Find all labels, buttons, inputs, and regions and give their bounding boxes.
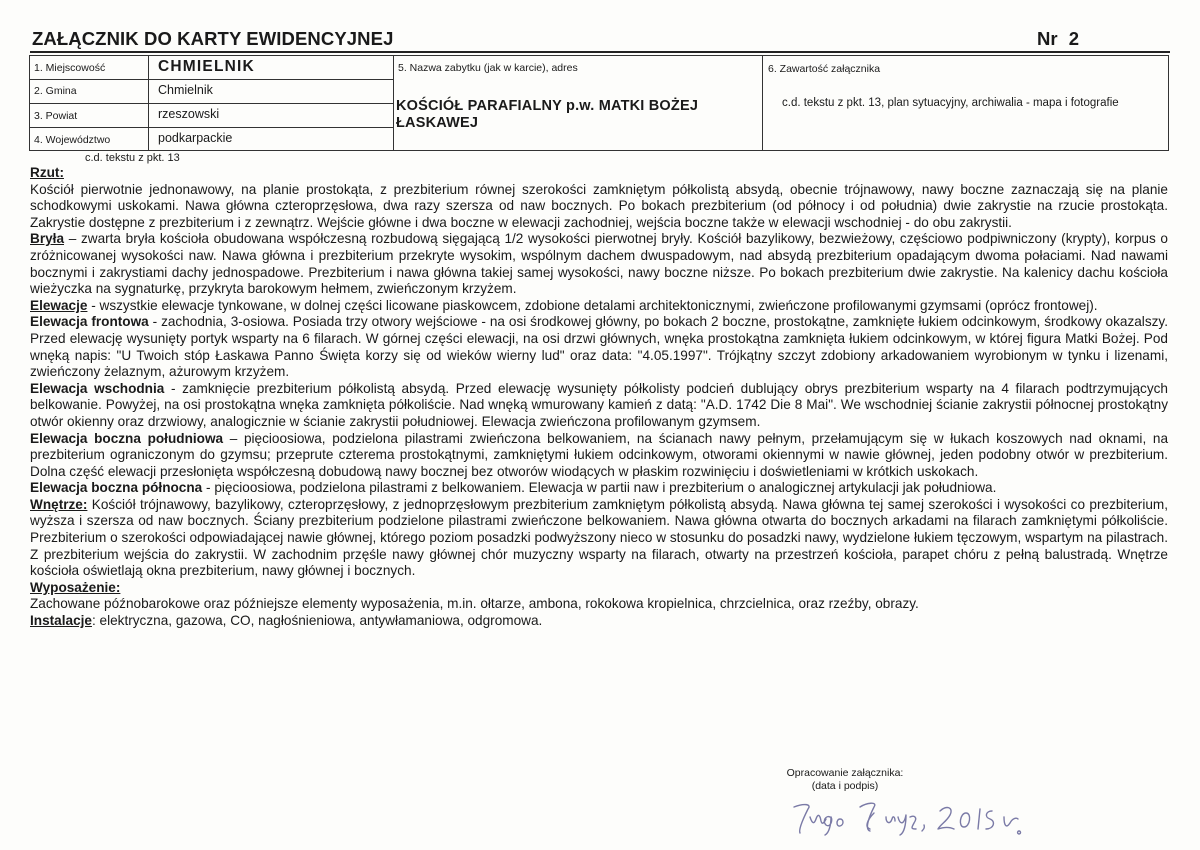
text-elewacja-poludniowa: – pięcioosiowa, podzielona pilastrami zwieńczona belkowaniem, na ścianach nawy pełnym, przełamującym się w łukach koszowych nad oknami, na prezbiterium ograniczonym do gzymsu; przeprute czterema prostokątnymi, zamkniętymi łukiem odcinkowym, otworami okiennymi w nawie głównej, jeden podobny otwór w prezbiterium. Dolna część elewacji przesłonięta współczesną dobudową nawy bocznej bez otworów wiodących w płaskim rozwinięciu i doświetleniami w krótkich uskokach. xyxy=(30,430,1168,479)
row-divider xyxy=(30,79,393,80)
section-elewacje xyxy=(30,298,1168,315)
heading-elewacje: Elewacje xyxy=(30,297,88,313)
field-1-value: CHMIELNIK xyxy=(158,58,255,75)
title-rule xyxy=(30,51,1170,53)
text-elewacja-polnocna: - pięcioosiowa, podzielona pilastrami z belkowaniem. Elewacja w partii naw i prezbiterium o analogicznej artykulacji jak południowa. xyxy=(202,480,997,496)
section-rzut xyxy=(30,165,1168,231)
attachment-number: Nr 2 xyxy=(1037,28,1079,49)
section-elewacja-poludniowa xyxy=(30,431,1168,481)
section-wnetrze xyxy=(30,497,1168,580)
field-3-value: rzeszowski xyxy=(158,107,220,121)
section-elewacja-polnocna xyxy=(30,480,1168,497)
heading-wyposazenie: Wyposażenie: xyxy=(30,579,121,595)
heading-elewacja-polnocna: Elewacja boczna północna xyxy=(30,480,203,496)
field-5-label: 5. Nazwa zabytku (jak w karcie), adres xyxy=(398,62,578,74)
section-wyposazenie xyxy=(30,580,1168,613)
text-wnetrze: Kościół trójnawowy, bazylikowy, czteroprzęsłowy, z jednoprzęsłowym prezbiterium zamkniętym półkolistą absydą. Nawa główna tej samej szerokości i wysokości co prezbiterium, wyższa i szersza od naw bocznych. Ściany prezbiterium podzielone pilastrami zwieńczone belkowaniem. Nawa główna otwarta do bocznych arkadami na filarach zamkniętymi półkoliście. Prezbiterium o szerokości odpowiadającej nawie głównej, którego poziom posadzki podwyższony nieco w stosunku do posadzki nawy, wydzielone łukiem tęczowym, wspartym na pilastrach. Z prezbiterium wejścia do zakrystii. W zachodnim przęśle nawy głównej chór muzyczny wsparty na filarach, otwarty na przestrzeń kościoła, parapet chóru z pełną balustradą. Wnętrze kościoła oświetlają okna prezbiterium, nawy głównej i bocznych. xyxy=(30,496,1168,579)
section-elewacja-wschodnia xyxy=(30,381,1168,431)
field-6-label: 6. Zawartość załącznika xyxy=(768,63,881,75)
heading-elewacja-wschodnia: Elewacja wschodnia xyxy=(30,380,165,396)
description-body xyxy=(30,165,1168,630)
heading-bryla: Bryła xyxy=(30,231,65,247)
monument-name: KOŚCIÓŁ PARAFIALNY p.w. MATKI BOŻEJ ŁASKAWEJ xyxy=(396,98,699,131)
handwritten-signature xyxy=(790,795,1050,839)
header-form-table xyxy=(29,55,1169,151)
section-bryla xyxy=(30,231,1168,297)
field-4-value: podkarpackie xyxy=(158,131,233,145)
heading-instalacje: Instalacje xyxy=(30,613,92,629)
row-divider xyxy=(30,103,393,104)
continuation-note: c.d. tekstu z pkt. 13 xyxy=(85,152,180,164)
text-elewacja-frontowa: - zachodnia, 3-osiowa. Posiada trzy otwory wejściowe - na osi środkowej główny, po bokach 2 boczne, prostokątne, zamknięte łukiem odcinkowym, środkowy okazalszy. Przed elewację wysunięty portyk wsparty na 6 filarach. W górnej części elewacji, na osi drzwi głównych, wnęka prostokątna zamknięta łukiem odcinkowym, w której figura Matki Bożej. Pod wnęką napis: "U Twoich stóp Łaskawa Panno Święta korzy się od wieków wierny lud" oraz data: "4.05.1997". Trójkątny szczyt zdobiony arkadowaniem wyrobionym w tynku i lizenami, zwieńczony żelaznym, ażurowym krzyżem. xyxy=(30,314,1168,380)
heading-elewacja-frontowa: Elewacja frontowa xyxy=(30,314,149,330)
heading-rzut: Rzut: xyxy=(30,165,64,180)
table-divider xyxy=(762,56,763,150)
heading-wnetrze: Wnętrze: xyxy=(30,496,88,512)
table-divider xyxy=(393,56,394,150)
row-divider xyxy=(30,127,393,128)
field-4-label: 4. Województwo xyxy=(34,134,111,146)
section-elewacja-frontowa xyxy=(30,314,1168,380)
date-signature-label: (data i podpis) xyxy=(811,780,879,792)
field-3-label: 3. Powiat xyxy=(34,110,78,122)
text-elewacja-wschodnia: - zamknięcie prezbiterium półkolistą absydą. Przed elewację wysunięty półkolisty podcień dublujący obrys prezbiterium wsparty na 4 filarach podtrzymujących belkowanie. Powyżej, na osi prostokątna wnęka zamknięta półkoliście. Nad wnęką wmurowany kamień z datą: "A.D. 1742 Die 8 Mai". We wschodniej ścianie zakrystii północnej prostokątny otwór okienny oraz drzwiowy, analogicznie w ścianie zakrystii południowej. Elewacja zwieńczona profilowanym gzymsem. xyxy=(30,380,1168,429)
text-rzut: Kościół pierwotnie jednonawowy, na planie prostokąta, z prezbiterium równej szerokości zamkniętym półkolistą absydą, obecnie trójnawowy, nawy boczne zaznaczają się na planie schodkowymi uskokami. Nawa główna czteroprzęsłowa, dwa razy szersza od naw bocznych. Po bokach prezbiterium (od północy i od południa) dwie zakrystie na rzucie prostokąta. Zakrystie dostępne z prezbiterium i z zewnątrz. Wejście główne i dwa boczne w elewacji zachodniej, wejścia boczne także w elewacji wschodniej - do obu zakrystii. xyxy=(30,181,1168,230)
attachment-contents: c.d. tekstu z pkt. 13, plan sytuacyjny, archiwalia - mapa i fotografie xyxy=(782,97,1119,109)
prepared-by-label: Opracowanie załącznika: xyxy=(786,767,904,779)
text-instalacje: : elektryczna, gazowa, CO, nagłośnieniowa, antywłamaniowa, odgromowa. xyxy=(91,613,543,629)
field-2-label: 2. Gmina xyxy=(34,85,77,97)
document-title: ZAŁĄCZNIK DO KARTY EWIDENCYJNEJ xyxy=(32,28,394,49)
heading-elewacja-poludniowa: Elewacja boczna południowa xyxy=(30,430,224,446)
text-elewacje: - wszystkie elewacje tynkowane, w dolnej części licowane piaskowcem, zdobione detalami architektonicznymi, zwieńczone profilowanymi gzymsami (oprócz frontowej). xyxy=(87,297,1098,313)
text-bryla: – zwarta bryła kościoła obudowana współczesną rozbudową sięgającą 1/2 wysokości pierwotnej bryły. Kościół bazylikowy, bezwieżowy, częściowo podpiwniczony (krypty), korpus o zróżnicowanej wysokości naw. Nawa główna i prezbiterium przekryte wysokim, wspólnym dachem dwuspadowym, nad absydą prezbiterium opadającym dwoma połaciami. Nad nawami bocznymi i zakrystiami dachy jednospadowe. Prezbiterium i nawa główna takiej samej wysokości, nawy boczne niższe. Po bokach prezbiterium dwie zakrystie. Na kalenicy dachu kościoła wieżyczka na sygnaturkę, przykryta barokowym hełmem, zwieńczonym krzyżem. xyxy=(30,231,1168,297)
field-1-label: 1. Miejscowość xyxy=(34,62,106,74)
field-2-value: Chmielnik xyxy=(158,83,213,97)
prepared-by-note xyxy=(760,767,930,793)
section-instalacje xyxy=(30,613,1168,630)
text-wyposazenie: Zachowane późnobarokowe oraz późniejsze elementy wyposażenia, m.in. ołtarze, ambona, rokokowa kropielnica, chrzcielnica, oraz rzeźby, obrazy. xyxy=(30,596,919,612)
